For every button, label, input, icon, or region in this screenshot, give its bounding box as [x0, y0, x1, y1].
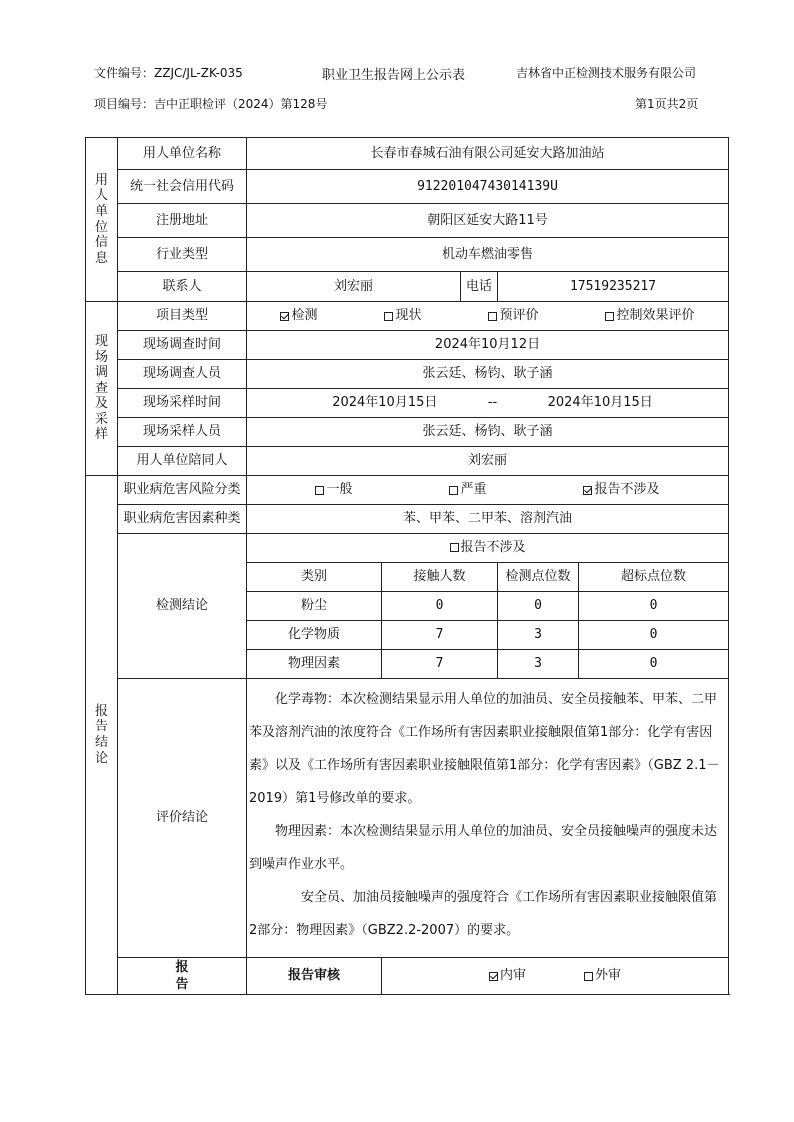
- row-exceeded: 0: [579, 621, 729, 650]
- risk-option[interactable]: 严重: [449, 482, 486, 498]
- credit-code-label: 统一社会信用代码: [118, 170, 247, 204]
- phone-label: 电话: [461, 272, 498, 302]
- escort-label: 用人单位陪同人: [118, 447, 247, 476]
- phone-number: 17519235217: [498, 272, 729, 302]
- risk-option[interactable]: 报告不涉及: [583, 482, 659, 498]
- disclosure-table: [85, 137, 729, 995]
- checkbox-empty-icon: [384, 312, 393, 321]
- section-employer-info: 用 人 单 位 信 息: [86, 138, 118, 302]
- credit-code: 91220104743014139U: [247, 170, 729, 204]
- address-label: 注册地址: [118, 204, 247, 238]
- review-options: [382, 968, 728, 984]
- sampling-staff: 张云廷、杨钧、耿子涵: [247, 418, 729, 447]
- project-type-option[interactable]: 现状: [384, 308, 421, 324]
- industry: 机动车燃油零售: [247, 238, 729, 272]
- checkbox-empty-icon: [584, 972, 593, 981]
- evaluation-chemical: 化学毒物：本次检测结果显示用人单位的加油员、安全员接触苯、甲苯、二甲苯及溶剂汽油的浓度符合《工作场所有害因素职业接触限值第1部分：化学有害因素》以及《工作场所有害因素职业接触限值第1部分：化学有害因素》（GBZ 2.1－2019）第1号修改单的要求。: [249, 692, 720, 806]
- column-header-category: 类别: [247, 563, 382, 592]
- survey-staff: 张云廷、杨钧、耿子涵: [247, 360, 729, 389]
- escort-name: 刘宏丽: [247, 447, 729, 476]
- employer-name: 长春市春城石油有限公司延安大路加油站: [247, 138, 729, 170]
- file-number: 文件编号：ZZJC/JL-ZK-035: [94, 66, 243, 80]
- survey-staff-label: 现场调查人员: [118, 360, 247, 389]
- sampling-time-label: 现场采样时间: [118, 389, 247, 418]
- checkbox-checked-icon: [280, 312, 289, 321]
- survey-time-label: 现场调查时间: [118, 331, 247, 360]
- row-category: 物理因素: [247, 650, 382, 679]
- project-type-option[interactable]: 检测: [280, 308, 317, 324]
- contact-label: 联系人: [118, 272, 247, 302]
- sampling-staff-label: 现场采样人员: [118, 418, 247, 447]
- report-review-label: 报告审核: [247, 958, 382, 995]
- review-option-external[interactable]: 外审: [584, 968, 621, 984]
- sampling-time-range: [247, 395, 728, 411]
- column-header-points: 检测点位数: [498, 563, 579, 592]
- risk-class-options: [247, 482, 728, 498]
- project-type-options: [247, 308, 728, 324]
- row-points: 3: [498, 650, 579, 679]
- row-exceeded: 0: [579, 592, 729, 621]
- row-exceeded: 0: [579, 650, 729, 679]
- company-name: 吉林省中正检测技术服务有限公司: [516, 66, 697, 80]
- project-type-option[interactable]: 预评价: [488, 308, 538, 324]
- sampling-separator: --: [487, 395, 498, 411]
- hazard-factor-label: 职业病危害因素种类: [118, 505, 247, 534]
- checkbox-empty-icon: [605, 312, 614, 321]
- row-points: 3: [498, 621, 579, 650]
- row-exposed: 0: [382, 592, 498, 621]
- evaluation-physical: 物理因素：本次检测结果显示用人单位的加油员、安全员接触噪声的强度未达到噪声作业水平。: [249, 824, 718, 872]
- evaluation-conclusion-label: 评价结论: [118, 679, 247, 958]
- sampling-end: 2024年10月15日: [547, 395, 653, 411]
- hazard-factors: 苯、甲苯、二甲苯、溶剂汽油: [247, 505, 729, 534]
- column-header-exposed: 接触人数: [382, 563, 498, 592]
- detection-conclusion-label: 检测结论: [118, 534, 247, 679]
- checkbox-empty-icon: [488, 312, 497, 321]
- project-number: 项目编号：吉中正职检评（2024）第128号: [94, 97, 328, 111]
- checkbox-checked-icon: [583, 486, 592, 495]
- address: 朝阳区延安大路11号: [247, 204, 729, 238]
- sampling-start: 2024年10月15日: [332, 395, 438, 411]
- risk-class-label: 职业病危害风险分类: [118, 476, 247, 505]
- risk-option[interactable]: 一般: [315, 482, 352, 498]
- section-report-conclusion: 报 告 结 论: [86, 476, 118, 995]
- detection-na-option[interactable]: 报告不涉及: [450, 540, 526, 556]
- page-number: 第1页共2页: [635, 97, 699, 111]
- survey-time: 2024年10月12日: [247, 331, 729, 360]
- project-type-label: 项目类型: [118, 302, 247, 331]
- checkbox-empty-icon: [450, 543, 459, 552]
- contact-name: 刘宏丽: [247, 272, 461, 302]
- employer-name-label: 用人单位名称: [118, 138, 247, 170]
- row-exposed: 7: [382, 621, 498, 650]
- evaluation-conclusion: [247, 679, 729, 958]
- checkbox-empty-icon: [315, 486, 324, 495]
- row-category: 粉尘: [247, 592, 382, 621]
- checkbox-empty-icon: [449, 486, 458, 495]
- industry-label: 行业类型: [118, 238, 247, 272]
- review-option-internal[interactable]: 内审: [489, 968, 526, 984]
- row-points: 0: [498, 592, 579, 621]
- evaluation-noise: 安全员、加油员接触噪声的强度符合《工作场所有害因素职业接触限值第2部分：物理因素》（GBZ2.2-2007）的要求。: [249, 890, 718, 938]
- checkbox-checked-icon: [489, 972, 498, 981]
- section-review: 报 告: [118, 958, 247, 995]
- row-category: 化学物质: [247, 621, 382, 650]
- document-title: 职业卫生报告网上公示表: [322, 68, 466, 83]
- section-survey-sampling: 现 场 调 查 及 采 样: [86, 302, 118, 476]
- project-type-option[interactable]: 控制效果评价: [605, 308, 694, 324]
- column-header-exceeded: 超标点位数: [579, 563, 729, 592]
- row-exposed: 7: [382, 650, 498, 679]
